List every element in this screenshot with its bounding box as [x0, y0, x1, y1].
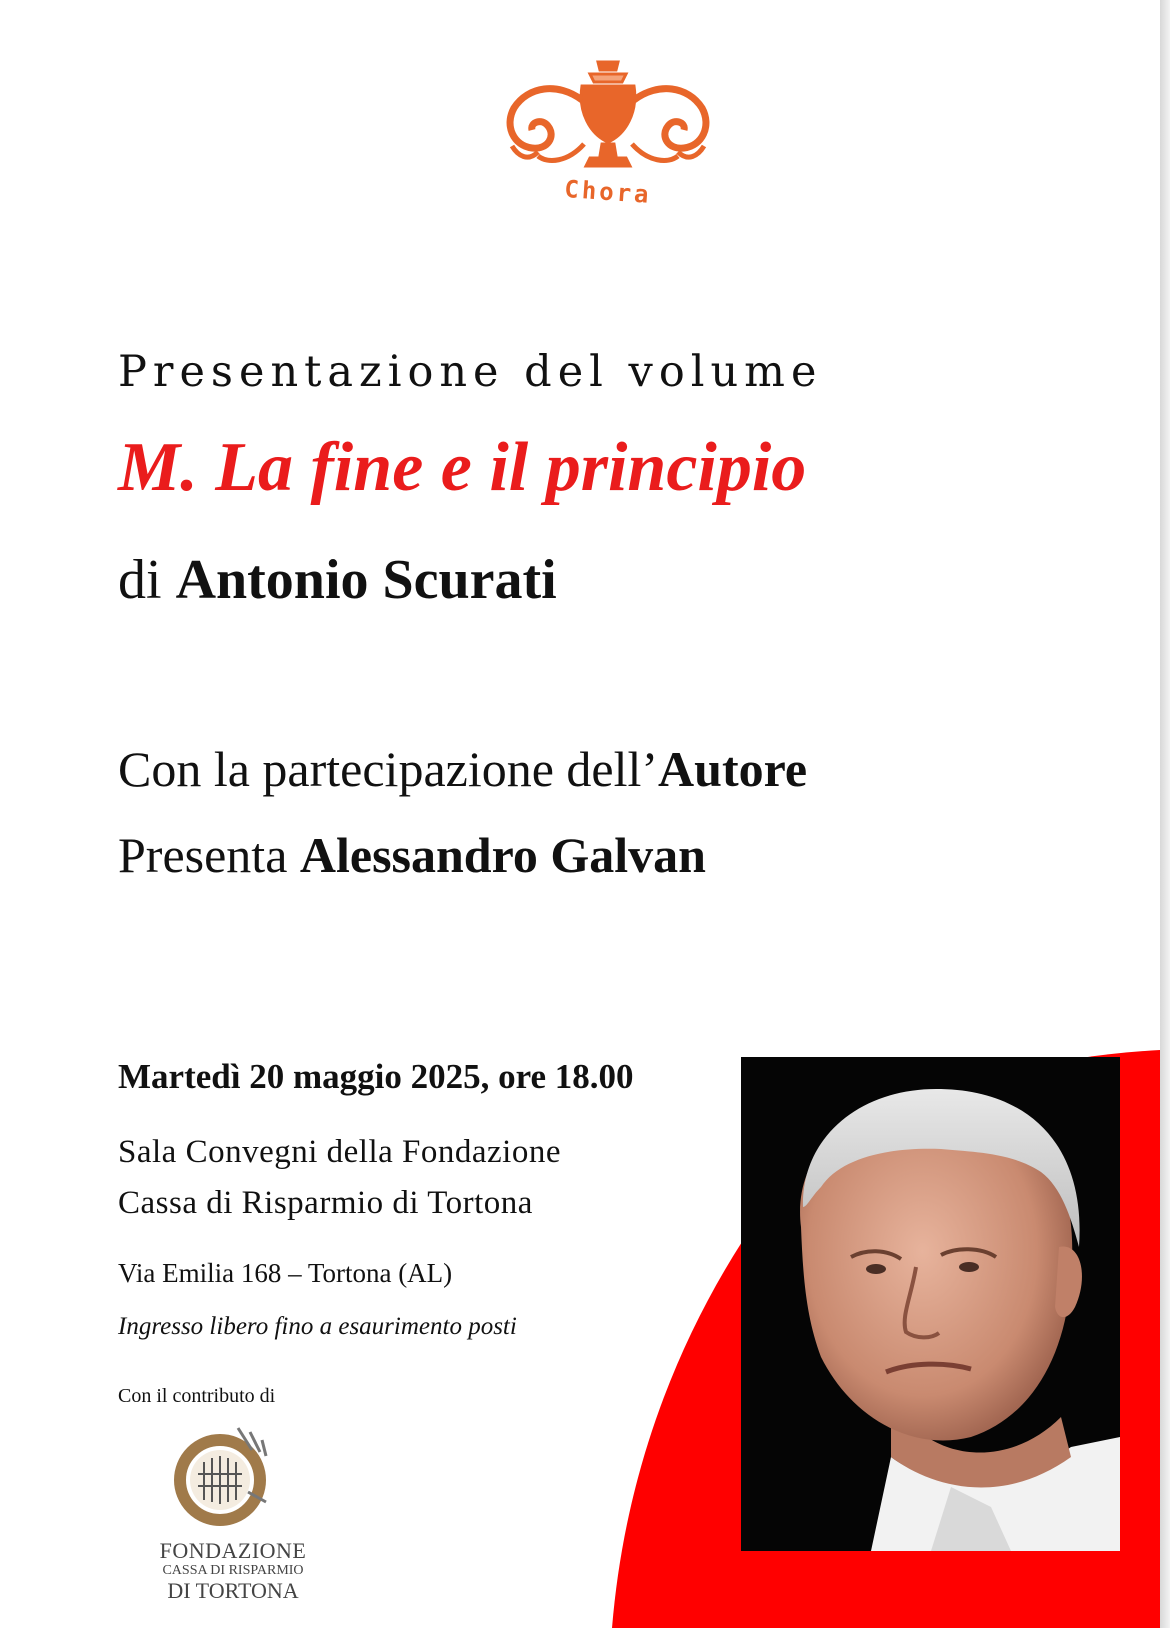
intro-text: Presentazione del volume [118, 347, 823, 397]
fondazione-line-1: FONDAZIONE [159, 1538, 307, 1563]
fondazione-line-3: DI TORTONA [167, 1578, 299, 1603]
author-line [118, 548, 557, 612]
venue-address: Via Emilia 168 – Tortona (AL) [118, 1258, 453, 1288]
venue-line-2: Cassa di Risparmio di Tortona [118, 1185, 533, 1221]
venue-line-1: Sala Convegni della Fondazione [118, 1134, 561, 1170]
entry-note: Ingresso libero fino a esaurimento posti [118, 1313, 517, 1340]
author-portrait [741, 1057, 1120, 1551]
participation-line [118, 740, 807, 798]
book-title: M. La fine e il principio [118, 429, 807, 506]
participation-bold: Autore [658, 741, 808, 797]
fondazione-emblem-icon [168, 1422, 278, 1532]
fondazione-wordmark [118, 1540, 348, 1602]
contribution-label: Con il contributo di [118, 1385, 276, 1407]
chora-urn-logo-icon [498, 52, 718, 212]
page-edge-shadow [1160, 0, 1170, 1628]
presenter-name: Alessandro Galvan [299, 827, 706, 883]
fondazione-line-2: CASSA DI RISPARMIO [162, 1563, 304, 1578]
event-date: Martedì 20 maggio 2025, ore 18.00 [118, 1057, 634, 1096]
author-prefix: di [118, 549, 162, 611]
presenter-line [118, 826, 706, 884]
author-name: Antonio Scurati [175, 549, 557, 611]
presenter-prefix: Presenta [118, 827, 288, 883]
chora-wordmark: Chora [563, 174, 653, 210]
participation-prefix: Con la partecipazione dell’ [118, 741, 659, 797]
